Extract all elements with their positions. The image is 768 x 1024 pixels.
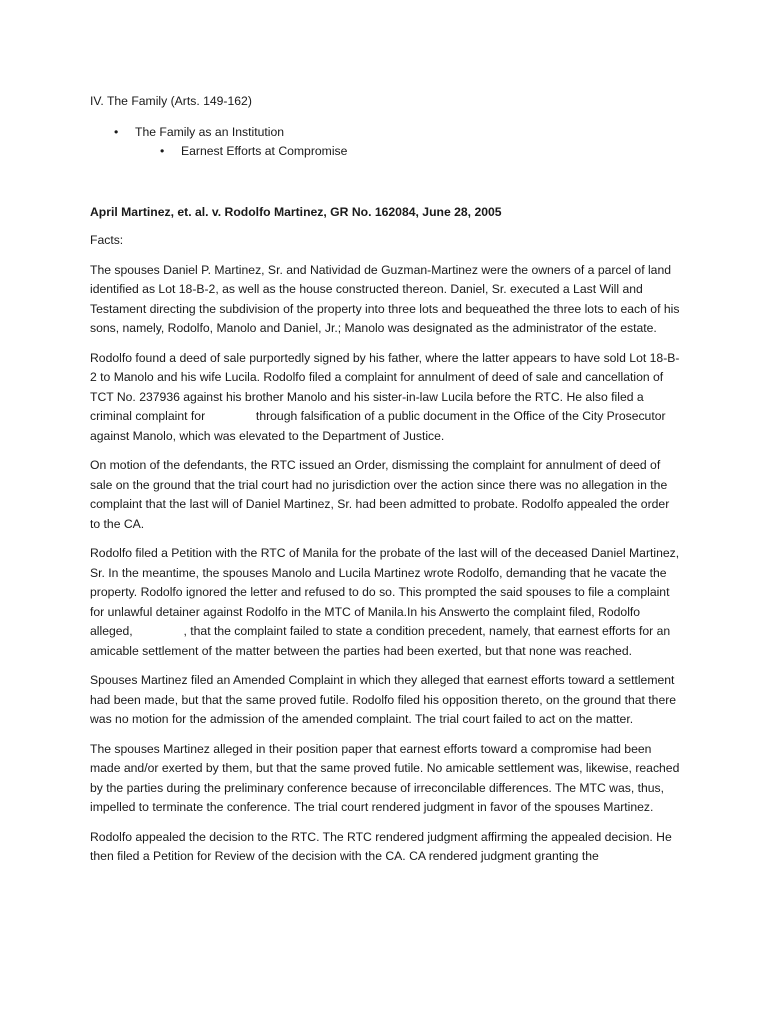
bullet-icon: •	[160, 144, 165, 158]
paragraph: Rodolfo appealed the decision to the RTC. The RTC rendered judgment affirming the appealed decision. He then filed a Petition for Review of the decision with the CA. CA rendered judgment granting the	[90, 829, 676, 863]
paragraph: The spouses Martinez alleged in their position paper that earnest efforts toward a compromise had been made and/or exerted by them, but that the same proved futile. No amicable settlement was, likewise, reached by the parties during the preliminary conference because of irreconcilable differences. The MTC was, thus, impelled to terminate the conference. The trial court rendered judgment in favor of the spouses Martinez.	[90, 741, 683, 814]
bullet-item-earnest-efforts	[90, 142, 680, 162]
section-heading: IV. The Family (Arts. 149-162)	[90, 94, 252, 108]
paragraph: Rodolfo filed a Petition with the RTC of Manila for the probate of the last will of the deceased Daniel Martinez, Sr. In the meantime, the spouses Manolo and Lucila Martinez wrote Rodolfo, demanding that he vacate the property. Rodolfo ignored the letter and refused to do so. This prompted the said spouses to file a complaint for unlawful detainer against Rodolfo in the MTC of Manila.In his Answerto the complaint filed, Rodolfo alleged, , that the complaint failed to state a condition precedent, namely, that earnest efforts for an amicable settlement of the matter between the parties had been exerted, but that none was reached.	[90, 546, 683, 658]
paragraph: Spouses Martinez filed an Amended Complaint in which they alleged that earnest efforts toward a settlement had been made, but that the same proved futile. Rodolfo filed his opposition thereto, on the ground that there was no motion for the admission of the amended complaint. The trial court failed to act on the matter.	[90, 673, 680, 726]
paragraph: On motion of the defendants, the RTC issued an Order, dismissing the complaint for annulment of deed of sale on the ground that the trial court had no jurisdiction over the action since there was no allegation in the complaint that the last will of Daniel Martinez, Sr. had been admitted to probate. Rodolfo appealed the order to the CA.	[90, 458, 673, 531]
bullet-text: Earnest Efforts at Compromise	[181, 144, 348, 158]
bullet-text: The Family as an Institution	[135, 124, 285, 139]
paragraph: Rodolfo found a deed of sale purportedly signed by his father, where the latter appears to have sold Lot 18-B-2 to Manolo and his wife Lucila. Rodolfo filed a complaint for annulment of deed of sale and cancellation of TCT No. 237936 against his brother Manolo and his sister-in-law Lucila before the RTC. He also filed a criminal complaint for through falsification of a public document in the Office of the City Prosecutor against Manolo, which was elevated to the Department of Justice.	[90, 350, 680, 443]
bullet-item-family-institution	[90, 123, 680, 143]
topic-bullet-list	[90, 123, 680, 162]
document-body	[90, 92, 683, 877]
case-title: April Martinez, et. al. v. Rodolfo Martinez, GR No. 162084, June 28, 2005	[90, 204, 502, 219]
paragraph: The spouses Daniel P. Martinez, Sr. and Natividad de Guzman-Martinez were the owners of a parcel of land identified as Lot 18-B-2, as well as the house constructed thereon. Daniel, Sr. executed a Last Will and Testament directing the subdivision of the property into three lots and bequeathed the three lots to each of his sons, namely, Rodolfo, Manolo and Daniel, Jr.; Manolo was designated as the administrator of the estate.	[90, 262, 683, 335]
bullet-icon: •	[114, 124, 119, 139]
facts-label: Facts:	[90, 233, 124, 247]
